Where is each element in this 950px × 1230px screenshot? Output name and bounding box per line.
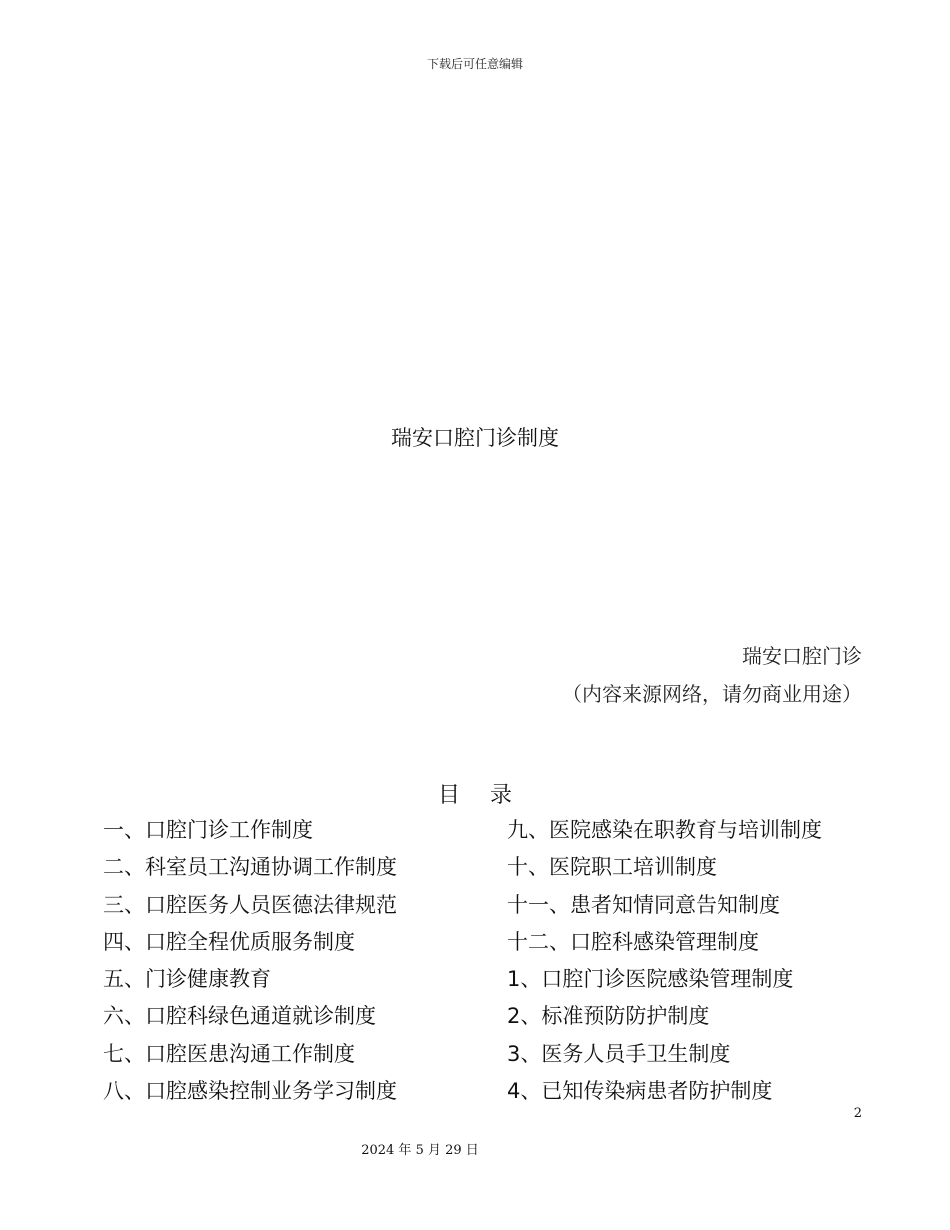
toc-item: 六、口腔科绿色通道就诊制度 [103, 1004, 376, 1029]
issuer-name: 瑞安口腔门诊 [742, 644, 862, 668]
toc-item: 四、口腔全程优质服务制度 [103, 929, 355, 954]
toc-item: 五、门诊健康教育 [103, 967, 271, 992]
toc-item: 十一、患者知情同意告知制度 [507, 892, 780, 917]
toc-item: 十二、口腔科感染管理制度 [507, 929, 759, 954]
toc-item: 3、医务人员手卫生制度 [507, 1041, 731, 1066]
source-disclaimer: （内容来源网络，请勿商业用途） [562, 682, 862, 706]
toc-item: 八、口腔感染控制业务学习制度 [103, 1079, 397, 1104]
toc-item: 1、口腔门诊医院感染管理制度 [507, 967, 794, 992]
toc-item: 一、口腔门诊工作制度 [103, 818, 313, 842]
toc-item: 二、科室员工沟通协调工作制度 [103, 855, 397, 880]
toc-heading: 目录 [437, 783, 542, 808]
toc-left-column [103, 815, 397, 1113]
footer-date: 2024 年 5 月 29 日 [361, 1143, 479, 1158]
toc-item: 4、已知传染病患者防护制度 [507, 1079, 773, 1104]
toc-item: 2、标准预防防护制度 [507, 1004, 710, 1029]
toc-item: 十、医院职工培训制度 [507, 855, 717, 880]
document-title: 瑞安口腔门诊制度 [391, 426, 559, 450]
page-number: 2 [853, 1106, 862, 1121]
header-note: 下载后可任意编辑 [426, 57, 523, 71]
toc-item: 三、口腔医务人员医德法律规范 [103, 892, 397, 917]
toc-item: 七、口腔医患沟通工作制度 [103, 1041, 355, 1066]
toc-item: 九、医院感染在职教育与培训制度 [507, 818, 822, 842]
toc-right-column [507, 815, 822, 1113]
